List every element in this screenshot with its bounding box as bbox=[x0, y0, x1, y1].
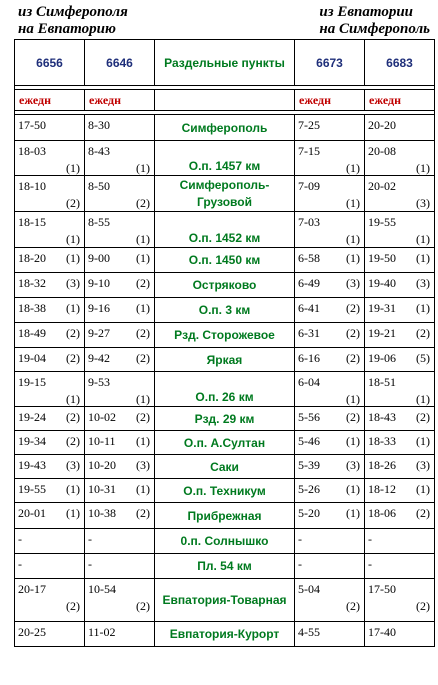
timetable-row bbox=[15, 273, 435, 298]
train-6656-time: 18-15 bbox=[18, 215, 46, 229]
train-6646-cell bbox=[85, 176, 155, 212]
train-6646-cell bbox=[85, 455, 155, 479]
train-6646-cell bbox=[85, 212, 155, 248]
train-6673-time: 7-15 bbox=[298, 144, 320, 158]
train-6683-time: 19-06 bbox=[368, 351, 396, 365]
train-6673-cell bbox=[295, 479, 365, 503]
train-6683-time: 20-08 bbox=[368, 144, 396, 158]
train-6656-stop-duration: (2) bbox=[66, 326, 80, 340]
train-6673-cell bbox=[295, 273, 365, 298]
train-6673-cell bbox=[295, 212, 365, 248]
station-name: Рзд. 29 км bbox=[155, 407, 295, 431]
timetable-row bbox=[15, 554, 435, 579]
train-6656-cell bbox=[15, 503, 85, 529]
train-6646-cell bbox=[85, 503, 155, 529]
train-6646-cell bbox=[85, 273, 155, 298]
train-6656-stop-duration: (2) bbox=[66, 434, 80, 448]
train-6673-stop-duration: (2) bbox=[346, 301, 360, 315]
train-6646-stop-duration: (1) bbox=[136, 251, 150, 265]
train-6656-time: 19-55 bbox=[18, 482, 46, 496]
train-6646-time: 9-42 bbox=[88, 351, 110, 365]
timetable-row bbox=[15, 212, 435, 248]
train-6656-time: 17-50 bbox=[18, 118, 46, 132]
train-6646-time: 8-30 bbox=[88, 118, 110, 132]
train-6646-time: 9-16 bbox=[88, 301, 110, 315]
train-6656-stop-duration: (3) bbox=[66, 458, 80, 472]
train-6646-time: - bbox=[88, 532, 92, 546]
train-6646-time: 8-55 bbox=[88, 215, 110, 229]
train-6646-cell bbox=[85, 348, 155, 372]
train-6673-stop-duration: (1) bbox=[346, 232, 360, 246]
station-name: О.п. 1452 км bbox=[155, 212, 295, 248]
train-6646-stop-duration: (2) bbox=[136, 506, 150, 520]
train-6673-time: 4-55 bbox=[298, 625, 320, 639]
station-name: Пл. 54 км bbox=[155, 554, 295, 579]
train-6683-time: 18-26 bbox=[368, 458, 396, 472]
header-left bbox=[18, 4, 128, 38]
station-column-header: Раздельные пункты bbox=[155, 40, 295, 86]
train-6646-cell bbox=[85, 479, 155, 503]
station-name: 0.п. Солнышко bbox=[155, 529, 295, 554]
train-6673-cell bbox=[295, 622, 365, 647]
train-6646-time: 10-31 bbox=[88, 482, 116, 496]
train-6656-stop-duration: (3) bbox=[66, 276, 80, 290]
train-6683-cell bbox=[365, 431, 435, 455]
train-6683-cell bbox=[365, 622, 435, 647]
train-6646-stop-duration: (1) bbox=[136, 161, 150, 175]
train-6646-stop-duration: (2) bbox=[136, 276, 150, 290]
train-6683-cell bbox=[365, 212, 435, 248]
train-6646-time: 10-20 bbox=[88, 458, 116, 472]
train-6656-time: 19-15 bbox=[18, 375, 46, 389]
train-6683-cell bbox=[365, 115, 435, 141]
station-name: Рзд. Сторожевое bbox=[155, 323, 295, 348]
train-6683-time: 18-33 bbox=[368, 434, 396, 448]
station-name: О.п. 1457 км bbox=[155, 141, 295, 176]
train-6683-time: 17-40 bbox=[368, 625, 396, 639]
train-6673-time: 5-56 bbox=[298, 410, 320, 424]
timetable-row bbox=[15, 348, 435, 372]
train-6673-time: 7-25 bbox=[298, 118, 320, 132]
train-6683-stop-duration: (1) bbox=[416, 392, 430, 406]
train-6646-stop-duration: (2) bbox=[136, 196, 150, 210]
timetable-row bbox=[15, 298, 435, 323]
header-right-line2: на Симферополь bbox=[319, 21, 430, 37]
daily-label-6646: ежедн bbox=[85, 90, 155, 111]
header-right bbox=[319, 4, 430, 38]
station-name: О.п. 26 км bbox=[155, 372, 295, 407]
train-6673-stop-duration: (1) bbox=[346, 482, 360, 496]
train-6656-cell bbox=[15, 273, 85, 298]
train-6673-cell bbox=[295, 176, 365, 212]
train-6656-stop-duration: (2) bbox=[66, 410, 80, 424]
station-name: Симферополь bbox=[155, 115, 295, 141]
train-6646-stop-duration: (1) bbox=[136, 232, 150, 246]
train-6656-stop-duration: (1) bbox=[66, 506, 80, 520]
timetable-row bbox=[15, 431, 435, 455]
train-6683-stop-duration: (1) bbox=[416, 161, 430, 175]
train-6683-stop-duration: (1) bbox=[416, 482, 430, 496]
train-6656-stop-duration: (1) bbox=[66, 301, 80, 315]
train-6673-cell bbox=[295, 141, 365, 176]
train-6683-cell bbox=[365, 348, 435, 372]
train-6683-stop-duration: (1) bbox=[416, 434, 430, 448]
train-6683-stop-duration: (3) bbox=[416, 276, 430, 290]
train-6656-time: 19-43 bbox=[18, 458, 46, 472]
train-6683-time: 19-55 bbox=[368, 215, 396, 229]
train-6673-stop-duration: (1) bbox=[346, 392, 360, 406]
train-6673-time: 6-04 bbox=[298, 375, 320, 389]
train-6683-cell bbox=[365, 554, 435, 579]
train-6656-cell bbox=[15, 529, 85, 554]
train-6646-time: 10-54 bbox=[88, 582, 116, 596]
train-6683-stop-duration: (1) bbox=[416, 232, 430, 246]
train-6646-stop-duration: (2) bbox=[136, 351, 150, 365]
train-6656-time: 18-10 bbox=[18, 179, 46, 193]
timetable-row bbox=[15, 455, 435, 479]
train-6656-time: 20-25 bbox=[18, 625, 46, 639]
train-6656-cell bbox=[15, 622, 85, 647]
train-6683-stop-duration: (1) bbox=[416, 251, 430, 265]
train-6656-time: 18-20 bbox=[18, 251, 46, 265]
header-left-line1: из Симферополя bbox=[18, 4, 128, 20]
train-6673-cell bbox=[295, 348, 365, 372]
train-6646-cell bbox=[85, 115, 155, 141]
train-6656-header: 6656 bbox=[15, 40, 85, 86]
train-6656-time: 19-04 bbox=[18, 351, 46, 365]
station-name: Евпатория-Товарная bbox=[155, 579, 295, 622]
train-6656-time: 20-17 bbox=[18, 582, 46, 596]
train-6683-time: 18-06 bbox=[368, 506, 396, 520]
timetable-row bbox=[15, 503, 435, 529]
timetable-row bbox=[15, 622, 435, 647]
train-6673-time: - bbox=[298, 532, 302, 546]
timetable-row bbox=[15, 407, 435, 431]
train-6656-stop-duration: (2) bbox=[66, 599, 80, 613]
train-6683-time: 19-40 bbox=[368, 276, 396, 290]
daily-label-6683: ежедн bbox=[365, 90, 435, 111]
timetable-row bbox=[15, 372, 435, 407]
train-6656-cell bbox=[15, 372, 85, 407]
train-6656-time: 18-49 bbox=[18, 326, 46, 340]
train-6673-time: 5-46 bbox=[298, 434, 320, 448]
train-6656-cell bbox=[15, 479, 85, 503]
daily-row-blank bbox=[155, 90, 295, 111]
train-6673-time: - bbox=[298, 557, 302, 571]
train-6673-time: 5-26 bbox=[298, 482, 320, 496]
train-6683-time: 19-21 bbox=[368, 326, 396, 340]
train-6656-cell bbox=[15, 176, 85, 212]
train-6673-cell bbox=[295, 431, 365, 455]
train-6673-stop-duration: (1) bbox=[346, 506, 360, 520]
train-6673-stop-duration: (2) bbox=[346, 410, 360, 424]
train-6683-cell bbox=[365, 455, 435, 479]
train-6673-time: 5-04 bbox=[298, 582, 320, 596]
train-6646-time: - bbox=[88, 557, 92, 571]
train-6673-header: 6673 bbox=[295, 40, 365, 86]
train-6646-time: 10-38 bbox=[88, 506, 116, 520]
train-6646-stop-duration: (1) bbox=[136, 434, 150, 448]
train-6646-header: 6646 bbox=[85, 40, 155, 86]
train-6683-stop-duration: (2) bbox=[416, 599, 430, 613]
train-6646-cell bbox=[85, 554, 155, 579]
station-name: Остряково bbox=[155, 273, 295, 298]
train-6646-time: 9-00 bbox=[88, 251, 110, 265]
train-6656-cell bbox=[15, 115, 85, 141]
train-6673-cell bbox=[295, 323, 365, 348]
train-6673-time: 6-58 bbox=[298, 251, 320, 265]
train-6673-stop-duration: (2) bbox=[346, 351, 360, 365]
train-6656-stop-duration: (1) bbox=[66, 392, 80, 406]
train-6646-cell bbox=[85, 298, 155, 323]
train-6646-time: 9-27 bbox=[88, 326, 110, 340]
train-6683-time: 18-43 bbox=[368, 410, 396, 424]
train-6683-cell bbox=[365, 141, 435, 176]
train-6673-time: 5-20 bbox=[298, 506, 320, 520]
train-6646-cell bbox=[85, 529, 155, 554]
train-6656-cell bbox=[15, 407, 85, 431]
train-6646-time: 9-53 bbox=[88, 375, 110, 389]
train-6683-stop-duration: (1) bbox=[416, 301, 430, 315]
train-6646-cell bbox=[85, 579, 155, 622]
train-6673-cell bbox=[295, 554, 365, 579]
train-6673-stop-duration: (1) bbox=[346, 196, 360, 210]
train-6683-cell bbox=[365, 273, 435, 298]
daily-row bbox=[15, 90, 435, 111]
train-6673-time: 6-16 bbox=[298, 351, 320, 365]
timetable-row bbox=[15, 529, 435, 554]
train-6673-time: 5-39 bbox=[298, 458, 320, 472]
station-name: О.п. 1450 км bbox=[155, 248, 295, 273]
train-6656-cell bbox=[15, 348, 85, 372]
train-6656-time: 19-34 bbox=[18, 434, 46, 448]
train-6646-time: 10-02 bbox=[88, 410, 116, 424]
train-6673-cell bbox=[295, 579, 365, 622]
train-6673-stop-duration: (3) bbox=[346, 276, 360, 290]
train-6656-stop-duration: (1) bbox=[66, 482, 80, 496]
train-6683-time: 18-51 bbox=[368, 375, 396, 389]
train-6683-time: 18-12 bbox=[368, 482, 396, 496]
train-6656-time: 19-24 bbox=[18, 410, 46, 424]
train-6656-time: 20-01 bbox=[18, 506, 46, 520]
station-name: Евпатория-Курорт bbox=[155, 622, 295, 647]
train-6656-cell bbox=[15, 323, 85, 348]
timetable-row bbox=[15, 579, 435, 622]
station-name: Яркая bbox=[155, 348, 295, 372]
train-6683-stop-duration: (3) bbox=[416, 458, 430, 472]
train-6656-time: 18-03 bbox=[18, 144, 46, 158]
train-6646-time: 9-10 bbox=[88, 276, 110, 290]
train-6646-cell bbox=[85, 141, 155, 176]
train-6656-stop-duration: (2) bbox=[66, 351, 80, 365]
daily-label-6673: ежедн bbox=[295, 90, 365, 111]
train-6656-cell bbox=[15, 248, 85, 273]
train-6656-cell bbox=[15, 579, 85, 622]
header-left-line2: на Евпаторию bbox=[18, 21, 116, 37]
train-6683-time: 19-31 bbox=[368, 301, 396, 315]
train-6656-stop-duration: (1) bbox=[66, 232, 80, 246]
train-6673-cell bbox=[295, 372, 365, 407]
train-6673-stop-duration: (3) bbox=[346, 458, 360, 472]
train-6673-cell bbox=[295, 248, 365, 273]
station-name: О.п. Техникум bbox=[155, 479, 295, 503]
train-6656-stop-duration: (1) bbox=[66, 251, 80, 265]
train-6646-cell bbox=[85, 622, 155, 647]
train-6656-time: 18-32 bbox=[18, 276, 46, 290]
train-6646-cell bbox=[85, 248, 155, 273]
train-6673-cell bbox=[295, 407, 365, 431]
train-6646-stop-duration: (1) bbox=[136, 392, 150, 406]
train-6656-cell bbox=[15, 212, 85, 248]
train-6683-time: 20-02 bbox=[368, 179, 396, 193]
station-name: О.п. А.Султан bbox=[155, 431, 295, 455]
train-6646-time: 8-50 bbox=[88, 179, 110, 193]
train-6646-stop-duration: (2) bbox=[136, 326, 150, 340]
train-6683-header: 6683 bbox=[365, 40, 435, 86]
timetable-row bbox=[15, 323, 435, 348]
train-6673-time: 7-09 bbox=[298, 179, 320, 193]
train-6683-cell bbox=[365, 479, 435, 503]
train-6683-cell bbox=[365, 323, 435, 348]
timetable-row bbox=[15, 248, 435, 273]
timetable-row bbox=[15, 176, 435, 212]
train-6673-cell bbox=[295, 503, 365, 529]
train-6673-cell bbox=[295, 115, 365, 141]
timetable-row bbox=[15, 141, 435, 176]
train-6646-cell bbox=[85, 407, 155, 431]
train-6683-cell bbox=[365, 372, 435, 407]
train-6683-cell bbox=[365, 248, 435, 273]
train-6656-cell bbox=[15, 431, 85, 455]
train-6656-time: - bbox=[18, 557, 22, 571]
train-6656-stop-duration: (2) bbox=[66, 196, 80, 210]
train-6673-cell bbox=[295, 455, 365, 479]
station-name: О.п. 3 км bbox=[155, 298, 295, 323]
train-6683-cell bbox=[365, 298, 435, 323]
daily-label-6656: ежедн bbox=[15, 90, 85, 111]
train-6646-cell bbox=[85, 323, 155, 348]
train-6656-cell bbox=[15, 298, 85, 323]
station-name: Саки bbox=[155, 455, 295, 479]
train-6683-cell bbox=[365, 407, 435, 431]
timetable-row bbox=[15, 479, 435, 503]
train-6683-cell bbox=[365, 529, 435, 554]
station-name: Прибрежная bbox=[155, 503, 295, 529]
train-6673-stop-duration: (1) bbox=[346, 434, 360, 448]
train-6673-time: 7-03 bbox=[298, 215, 320, 229]
train-6673-stop-duration: (1) bbox=[346, 251, 360, 265]
station-name: Симферополь-Грузовой bbox=[155, 176, 295, 212]
train-6673-cell bbox=[295, 529, 365, 554]
train-6683-cell bbox=[365, 503, 435, 529]
train-6683-stop-duration: (2) bbox=[416, 506, 430, 520]
train-6673-stop-duration: (1) bbox=[346, 161, 360, 175]
train-6646-stop-duration: (1) bbox=[136, 482, 150, 496]
train-6656-cell bbox=[15, 554, 85, 579]
train-6683-stop-duration: (3) bbox=[416, 196, 430, 210]
timetable-row bbox=[15, 115, 435, 141]
timetable-body bbox=[15, 40, 435, 647]
timetable bbox=[14, 39, 435, 647]
train-6646-cell bbox=[85, 372, 155, 407]
train-6656-time: - bbox=[18, 532, 22, 546]
header-right-line1: из Евпатории bbox=[319, 4, 414, 20]
train-6683-time: 17-50 bbox=[368, 582, 396, 596]
train-6673-stop-duration: (2) bbox=[346, 326, 360, 340]
train-6656-cell bbox=[15, 141, 85, 176]
train-6646-stop-duration: (1) bbox=[136, 301, 150, 315]
train-6683-stop-duration: (5) bbox=[416, 351, 430, 365]
train-6683-time: - bbox=[368, 557, 372, 571]
train-6656-cell bbox=[15, 455, 85, 479]
train-6683-time: 19-50 bbox=[368, 251, 396, 265]
train-number-row bbox=[15, 40, 435, 86]
train-6646-stop-duration: (3) bbox=[136, 458, 150, 472]
train-6683-cell bbox=[365, 579, 435, 622]
train-6683-stop-duration: (2) bbox=[416, 326, 430, 340]
train-6646-time: 8-43 bbox=[88, 144, 110, 158]
train-6683-cell bbox=[365, 176, 435, 212]
train-6646-time: 10-11 bbox=[88, 434, 116, 448]
train-6673-stop-duration: (2) bbox=[346, 599, 360, 613]
train-6673-cell bbox=[295, 298, 365, 323]
train-6646-stop-duration: (2) bbox=[136, 599, 150, 613]
train-6646-cell bbox=[85, 431, 155, 455]
train-6673-time: 6-49 bbox=[298, 276, 320, 290]
train-6656-time: 18-38 bbox=[18, 301, 46, 315]
train-6646-time: 11-02 bbox=[88, 625, 116, 639]
train-6683-stop-duration: (2) bbox=[416, 410, 430, 424]
train-6656-stop-duration: (1) bbox=[66, 161, 80, 175]
train-6673-time: 6-31 bbox=[298, 326, 320, 340]
train-6646-stop-duration: (2) bbox=[136, 410, 150, 424]
train-6683-time: - bbox=[368, 532, 372, 546]
train-6673-time: 6-41 bbox=[298, 301, 320, 315]
train-6683-time: 20-20 bbox=[368, 118, 396, 132]
